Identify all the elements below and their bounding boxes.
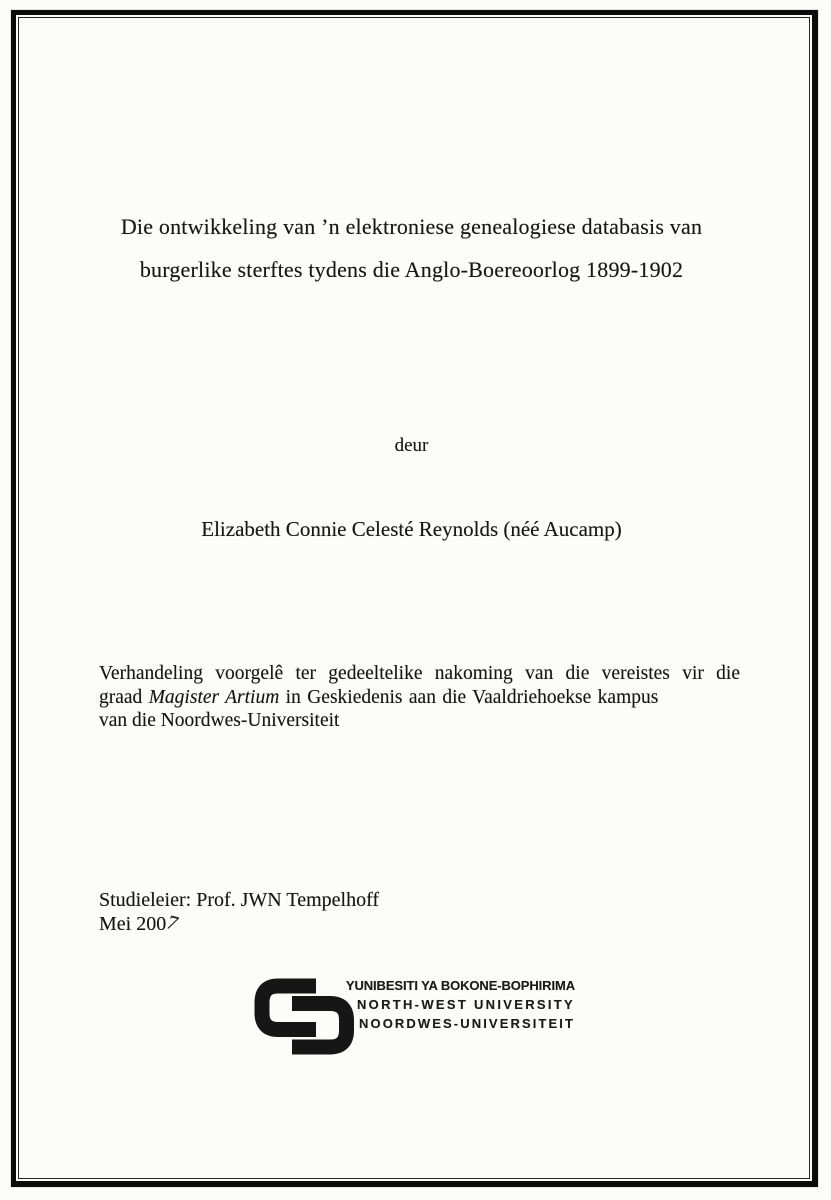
submission-line2-prefix: graad [99,686,143,708]
submission-line3: van die Noordwes-Universiteit [99,710,340,731]
thesis-title-line2: burgerlike sterftes tydens die Anglo-Boereoorlog 1899-1902 [139,256,684,282]
date-text: Mei 200 [99,913,167,935]
degree-name: Magister Artium [148,686,280,708]
submission-line2-suffix: in Geskiedenis aan die Vaaldriehoekse kampus [285,686,659,708]
thesis-title-line1: Die ontwikkeling van ’n elektroniese genealogiese databasis van [120,214,703,239]
date-line [99,911,182,936]
logo-text-english: NORTH-WEST UNIVERSITY [356,997,575,1012]
author-name: Elizabeth Connie Celesté Reynolds (néé Aucamp) [201,517,622,541]
logo-text-setswana: YUNIBESITI YA BOKONE-BOPHIRIMA [345,978,575,993]
university-logo-text [330,976,575,1033]
supervisor-line: Studieleier: Prof. JWN Tempelhoff [99,889,380,911]
byline-deur: deur [394,435,429,456]
submission-statement [99,662,740,733]
submission-line2 [99,686,740,710]
submission-line1: Verhandeling voorgelê ter gedeeltelike nakoming van die vereistes vir die [99,663,740,684]
date-last-digit: 7 [163,911,182,935]
thesis-title [88,206,735,291]
logo-text-afrikaans: NOORDWES-UNIVERSITEIT [359,1016,575,1031]
